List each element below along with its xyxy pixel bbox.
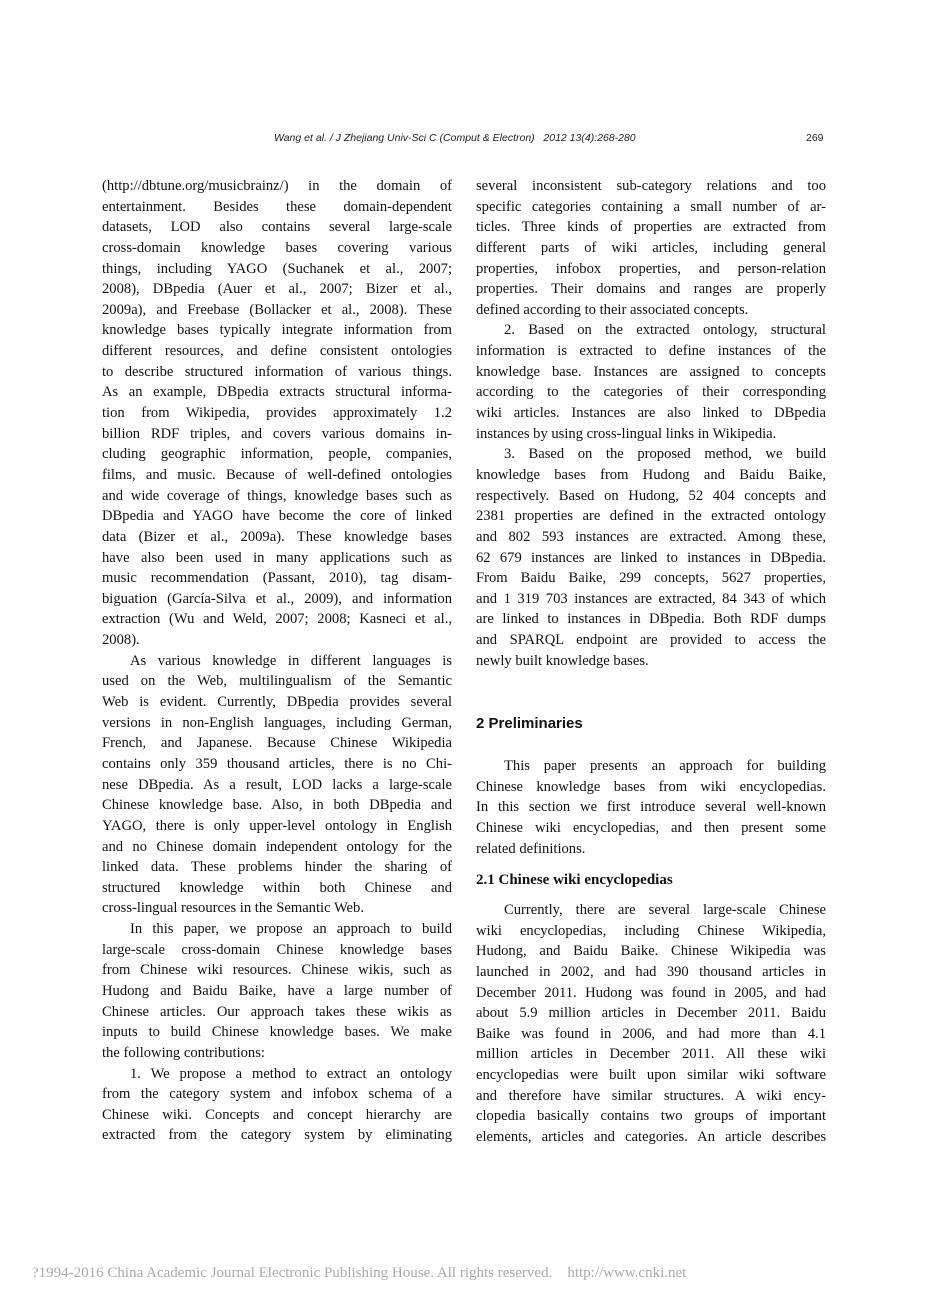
paragraph (476, 756, 826, 859)
text-line: newly built knowledge bases. (476, 652, 649, 669)
text-line: films, and music. Because of well-defined ontologies (102, 466, 452, 483)
text-line: properties. Their domains and ranges are properly (476, 281, 826, 298)
text-line: million articles in December 2011. All these wiki (476, 1046, 826, 1063)
text-line: and SPARQL endpoint are provided to access the (476, 632, 826, 649)
text-line: 2. Based on the extracted ontology, structural (504, 322, 826, 339)
text-line: the following contributions: (102, 1044, 265, 1061)
text-line: extracted from the category system by eliminating (102, 1127, 452, 1144)
text-line: from Chinese wiki resources. Chinese wikis, such as (102, 962, 452, 979)
subsection-paragraph (476, 900, 826, 1148)
copyright-footer: ?1994-2016 China Academic Journal Electronic Publishing House. All rights reserved. http://www.cnki.net (32, 1265, 687, 1281)
left-column (102, 176, 452, 1146)
text-line: music recommendation (Passant, 2010), tag disam- (102, 570, 452, 587)
text-line: contains only 359 thousand articles, there is no Chi- (102, 755, 452, 772)
text-line: 2009a), and Freebase (Bollacker et al., 2008). These (102, 301, 452, 318)
text-line: according to the categories of their corresponding (476, 384, 826, 401)
text-line: December 2011. Hudong was found in 2005, and had (476, 984, 826, 1001)
text-line: specific categories containing a small number of ar- (476, 198, 826, 215)
text-line: from the category system and infobox schema of a (102, 1086, 452, 1103)
paragraph (476, 176, 826, 320)
text-line: wiki encyclopedias, including Chinese Wikipedia, (476, 922, 826, 939)
text-line: Chinese wiki. Concepts and concept hierarchy are (102, 1106, 452, 1123)
page-number: 269 (806, 132, 824, 144)
text-line: In this section we first introduce several well-known (476, 799, 826, 816)
text-line: datasets, LOD also contains several large-scale (102, 219, 452, 236)
text-line: structured knowledge within both Chinese and (102, 879, 452, 896)
text-line: defined according to their associated concepts. (476, 301, 749, 318)
text-line: billion RDF triples, and covers various domains in- (102, 425, 452, 442)
paragraph (102, 651, 452, 919)
text-line: From Baidu Baike, 299 concepts, 5627 properties, (476, 570, 826, 587)
paragraph (102, 176, 452, 651)
paragraph (102, 919, 452, 1063)
text-line: knowledge bases from Hudong and Baidu Baike, (476, 466, 826, 483)
text-line: Chinese knowledge base. Also, in both DBpedia and (102, 797, 452, 814)
text-line: cross-domain knowledge bases covering various (102, 239, 452, 256)
text-line: have also been used in many applications such as (102, 549, 452, 566)
text-line: instances by using cross-lingual links in Wikipedia. (476, 425, 777, 442)
text-line: different parts of wiki articles, including general (476, 239, 826, 256)
text-line: entertainment. Besides these domain-dependent (102, 198, 452, 215)
text-line: and 1 319 703 instances are extracted, 84 343 of which (476, 590, 826, 607)
text-line: tion from Wikipedia, provides approximately 1.2 (102, 405, 452, 422)
text-line: ticles. Three kinds of properties are extracted from (476, 219, 826, 236)
text-line: related definitions. (476, 840, 586, 857)
text-line: about 5.9 million articles in December 2011. Baidu (476, 1005, 826, 1022)
text-line: things, including YAGO (Suchanek et al., 2007; (102, 260, 452, 277)
subsection-heading: 2.1 Chinese wiki encyclopedias (476, 872, 673, 888)
text-line: respectively. Based on Hudong, 52 404 concepts and (476, 487, 826, 504)
text-line: Hudong and Baidu Baike, have a large number of (102, 982, 452, 999)
text-line: properties, infobox properties, and person-relation (476, 260, 826, 277)
text-line: This paper presents an approach for building (504, 758, 826, 774)
text-line: Web is evident. Currently, DBpedia provides several (102, 694, 452, 711)
text-line: Chinese wiki encyclopedias, and then present some (476, 819, 826, 836)
text-line: In this paper, we propose an approach to build (130, 921, 452, 938)
paragraph (102, 1064, 452, 1147)
text-line: 62 679 instances are linked to instances in DBpedia. (476, 549, 826, 566)
text-line: and therefore have similar structures. A wiki ency- (476, 1087, 826, 1104)
paragraph (476, 320, 826, 444)
text-line: Currently, there are several large-scale Chinese (504, 902, 826, 918)
text-line: linked data. These problems hinder the sharing of (102, 859, 452, 876)
text-line: knowledge bases typically integrate information from (102, 322, 452, 339)
text-line: wiki articles. Instances are also linked to DBpedia (476, 405, 826, 422)
text-line: cross-lingual resources in the Semantic Web. (102, 900, 364, 917)
text-line: DBpedia and YAGO have become the core of linked (102, 508, 452, 525)
text-line: biguation (García-Silva et al., 2009), and information (102, 590, 452, 607)
text-line: Hudong, and Baidu Baike. Chinese Wikipedia was (476, 943, 826, 960)
text-line: used on the Web, multilingualism of the Semantic (102, 673, 452, 690)
text-line: launched in 2002, and had 390 thousand articles in (476, 963, 826, 980)
text-line: As an example, DBpedia extracts structural informa- (102, 384, 452, 401)
text-line: 2381 properties are defined in the extracted ontology (476, 508, 826, 525)
text-line: (http://dbtune.org/musicbrainz/) in the domain of (102, 178, 452, 194)
text-line: Baike was found in 2006, and had more than 4.1 (476, 1025, 826, 1042)
text-line: 1. We propose a method to extract an ontology (130, 1065, 452, 1082)
text-line: 3. Based on the proposed method, we build (504, 446, 826, 463)
text-line: French, and Japanese. Because Chinese Wikipedia (102, 735, 452, 752)
text-line: cluding geographic information, people, companies, (102, 446, 452, 463)
text-line: clopedia basically contains two groups of important (476, 1108, 826, 1125)
text-line: 2008), DBpedia (Auer et al., 2007; Bizer et al., (102, 281, 452, 298)
text-line: and wide coverage of things, knowledge bases such as (102, 487, 452, 504)
text-line: information is extracted to define instances of the (476, 343, 826, 360)
text-line: Chinese knowledge bases from wiki encyclopedias. (476, 778, 826, 795)
text-line: to describe structured information of various things. (102, 363, 452, 380)
text-line: elements, articles and categories. An article describes (476, 1129, 826, 1146)
text-line: extraction (Wu and Weld, 2007; 2008; Kasneci et al., (102, 611, 452, 628)
text-line: several inconsistent sub-category relations and too (476, 178, 826, 194)
section-heading: 2 Preliminaries (476, 715, 583, 732)
text-line: 2008). (102, 632, 140, 649)
text-line: large-scale cross-domain Chinese knowledge bases (102, 941, 452, 958)
text-line: nese DBpedia. As a result, LOD lacks a large-scale (102, 776, 452, 793)
text-line: inputs to build Chinese knowledge bases. We make (102, 1024, 452, 1041)
text-line: different resources, and define consistent ontologies (102, 343, 452, 360)
text-line: and 802 593 instances are extracted. Among these, (476, 528, 826, 545)
text-line: data (Bizer et al., 2009a). These knowledge bases (102, 528, 452, 545)
text-line: knowledge base. Instances are assigned to concepts (476, 363, 826, 380)
running-head: Wang et al. / J Zhejiang Univ-Sci C (Comput & Electron) 2012 13(4):268-280 (274, 132, 636, 144)
text-line: are linked to instances in DBpedia. Both RDF dumps (476, 611, 826, 628)
text-line: versions in non-English languages, including German, (102, 714, 452, 731)
text-line: encyclopedias were built upon similar wiki software (476, 1067, 826, 1084)
text-line: As various knowledge in different languages is (130, 652, 452, 669)
contributions-continued (476, 176, 826, 671)
paragraph (476, 900, 826, 1148)
text-line: YAGO, there is only upper-level ontology in English (102, 817, 452, 834)
text-line: and no Chinese domain independent ontology for the (102, 838, 452, 855)
paragraph (476, 444, 826, 671)
text-line: Chinese articles. Our approach takes these wikis as (102, 1003, 452, 1020)
section-intro (476, 756, 826, 859)
